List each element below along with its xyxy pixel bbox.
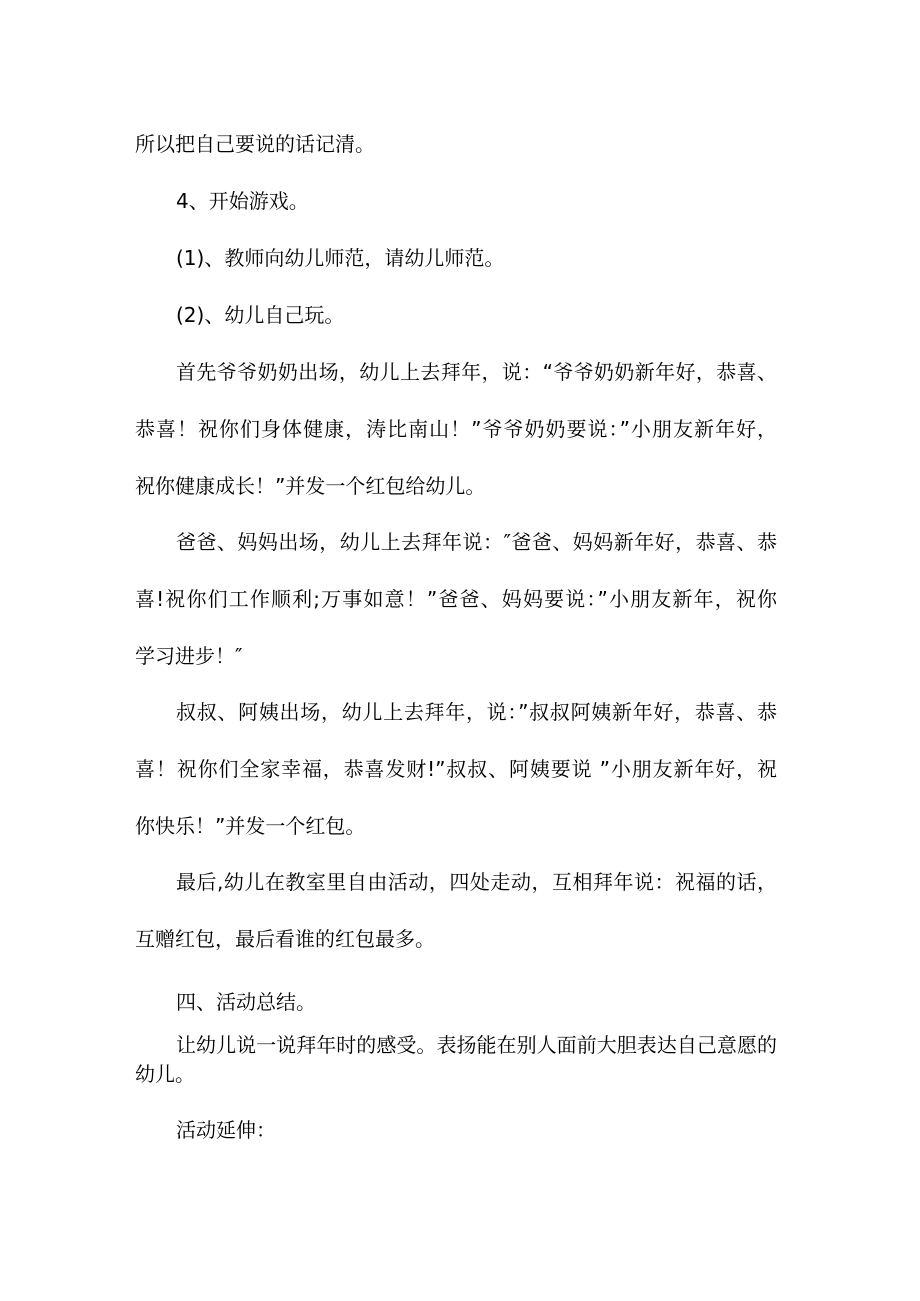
text-line-11: 叔叔、阿姨出场，幼儿上去拜年，说：”叔叔阿姨新年好，恭喜、恭 xyxy=(176,700,777,724)
text-line-5: 首先爷爷奶奶出场，幼儿上去拜年，说：“爷爷奶奶新年好，恭喜、 xyxy=(176,360,777,384)
text-line-1: 所以把自己要说的话记清。 xyxy=(135,132,375,156)
text-line-8: 爸爸、妈妈出场，幼儿上去拜年说：″爸爸、妈妈新年好，恭喜、恭 xyxy=(176,530,777,554)
text-line-2: 4、开始游戏。 xyxy=(176,189,309,213)
text-line-9: 喜!祝你们工作顺利;万事如意！”爸爸、妈妈要说：”小朋友新年，祝你 xyxy=(135,587,777,611)
text-line-3: (1)、教师向幼儿师范，请幼儿师范。 xyxy=(176,246,505,270)
text-line-12: 喜！祝你们全家幸福，恭喜发财!”叔叔、阿姨要说 ”小朋友新年好，祝 xyxy=(135,757,777,781)
text-line-13: 你快乐！”并发一个红包。 xyxy=(135,814,366,838)
text-line-14: 最后,幼儿在教室里自由活动，四处走动，互相拜年说：祝福的话， xyxy=(176,870,777,894)
text-line-10: 学习进步！″ xyxy=(135,644,243,668)
text-line-15: 互赠红包，最后看谁的红包最多。 xyxy=(135,927,435,951)
text-line-4: (2)、幼儿自己玩。 xyxy=(176,303,345,327)
text-line-6: 恭喜！祝你们身体健康，涛比南山！”爷爷奶奶要说：”小朋友新年好， xyxy=(135,417,777,441)
text-line-7: 祝你健康成长！”并发一个红包给幼儿。 xyxy=(135,474,486,498)
text-line-16: 四、活动总结。 xyxy=(176,990,316,1014)
text-line-17: 让幼儿说一说拜年时的感受。表扬能在别人面前大胆表达自己意愿的 xyxy=(176,1033,777,1057)
text-line-19: 活动延伸： xyxy=(176,1118,276,1142)
text-line-18: 幼儿。 xyxy=(135,1062,195,1086)
